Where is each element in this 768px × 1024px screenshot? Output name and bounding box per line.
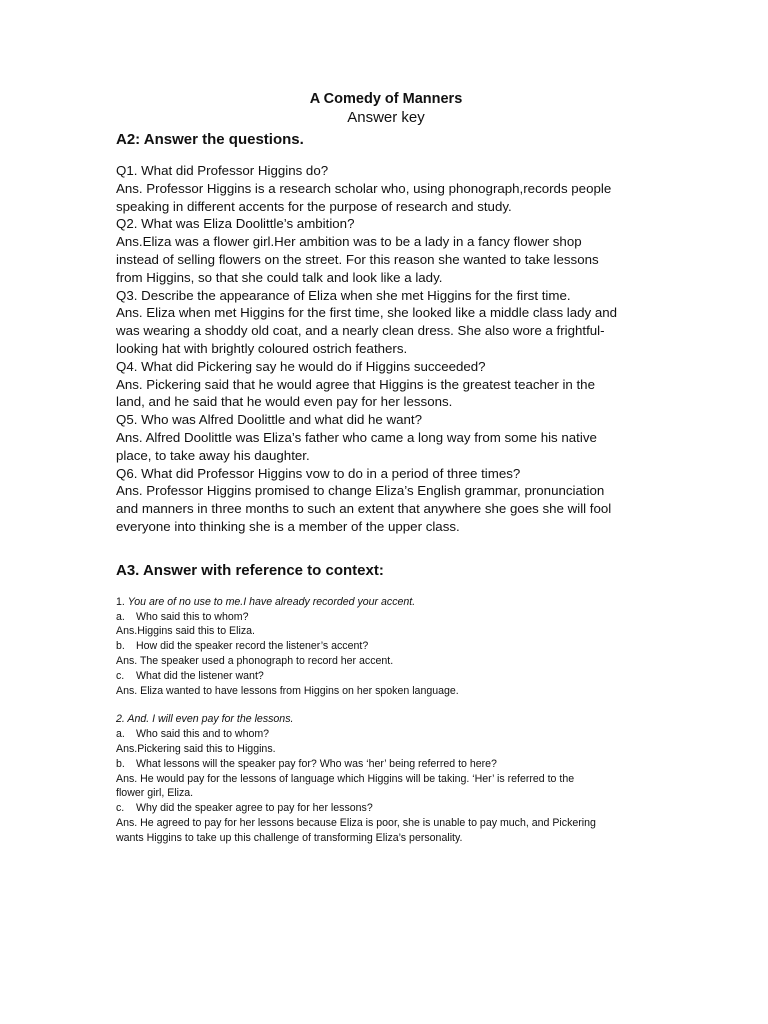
- sub-question-a: [116, 727, 656, 742]
- context-number: 1.: [116, 595, 125, 608]
- a2-line: speaking in different accents for the purpose of research and study.: [116, 198, 512, 214]
- a2-line: land, and he said that he would even pay for her lessons.: [116, 394, 453, 410]
- context-question-1: [116, 595, 656, 699]
- a2-line: Ans. Professor Higgins is a research scholar who, using phonograph,records people: [116, 180, 612, 196]
- a2-line: looking hat with brightly coloured ostrich feathers.: [116, 340, 408, 356]
- sub-answer: Ans. He would pay for the lessons of language which Higgins will be taking. ‘Her’ is referred to the: [116, 772, 575, 785]
- sub-answer-continued: flower girl, Eliza.: [116, 787, 194, 800]
- sub-letter: a.: [116, 610, 125, 623]
- a2-line: Q4. What did Pickering say he would do if Higgins succeeded?: [116, 358, 486, 374]
- a2-line: instead of selling flowers on the street. For this reason she wanted to take lessons: [116, 251, 599, 267]
- context-quote-1: [116, 595, 656, 610]
- document-subtitle: Answer key: [347, 109, 425, 126]
- a2-line: Q2. What was Eliza Doolittle’s ambition?: [116, 216, 355, 232]
- a2-line: was wearing a shoddy old coat, and a nearly clean dress. She also wore a frightful-: [116, 323, 605, 339]
- a2-line: place, to take away his daughter.: [116, 447, 310, 463]
- document-title: A Comedy of Manners: [309, 91, 463, 107]
- sub-answer-continued: wants Higgins to take up this challenge of transforming Eliza’s personality.: [116, 831, 463, 844]
- a2-line: Q3. Describe the appearance of Eliza when she met Higgins for the first time.: [116, 287, 571, 303]
- sub-letter: b.: [116, 757, 125, 770]
- section-a3-heading: A3. Answer with reference to context:: [116, 561, 384, 579]
- a2-line: from Higgins, so that she could talk and look like a lady.: [116, 269, 443, 285]
- a2-line: Ans. Alfred Doolittle was Eliza’s father who came a long way from some his native: [116, 429, 597, 445]
- a2-line: Q6. What did Professor Higgins vow to do in a period of three times?: [116, 465, 521, 481]
- sub-question-text: What did the listener want?: [136, 669, 264, 682]
- sub-question-text: How did the speaker record the listener’s accent?: [136, 640, 369, 653]
- a2-line: Ans.Eliza was a flower girl.Her ambition was to be a lady in a fancy flower shop: [116, 234, 582, 250]
- a2-line: Q1. What did Professor Higgins do?: [116, 163, 329, 178]
- a2-line: everyone into thinking she is a member of the upper class.: [116, 518, 460, 534]
- sub-answer: Ans. The speaker used a phonograph to record her accent.: [116, 654, 394, 667]
- sub-question-b: [116, 757, 656, 772]
- a2-line: Ans. Pickering said that he would agree that Higgins is the greatest teacher in the: [116, 376, 595, 392]
- sub-question-c: [116, 669, 656, 684]
- sub-question-text: What lessons will the speaker pay for? Who was ‘her’ being referred to here?: [136, 757, 497, 770]
- sub-answer: Ans. Eliza wanted to have lessons from Higgins on her spoken language.: [116, 684, 459, 697]
- section-a2-heading: A2: Answer the questions.: [116, 131, 304, 148]
- sub-letter: c.: [116, 669, 125, 682]
- quote-text: You are of no use to me.I have already recorded your accent.: [127, 595, 416, 608]
- sub-letter: b.: [116, 640, 125, 653]
- a2-line: and manners in three months to such an extent that anywhere she goes she will fool: [116, 501, 612, 517]
- sub-answer: Ans. He agreed to pay for her lessons because Eliza is poor, she is unable to pay much, and Pickering: [116, 816, 596, 829]
- context-question-2: [116, 712, 656, 845]
- sub-answer: Ans.Higgins said this to Eliza.: [116, 625, 255, 638]
- sub-question-a: [116, 610, 656, 625]
- a2-questions: [116, 162, 656, 536]
- sub-letter: a.: [116, 728, 125, 741]
- sub-question-c: [116, 801, 656, 816]
- a3-context-questions: [116, 595, 656, 846]
- a2-line: Ans. Professor Higgins promised to change Eliza’s English grammar, pronunciation: [116, 483, 605, 499]
- sub-question-text: Who said this and to whom?: [136, 728, 270, 741]
- a2-line: Ans. Eliza when met Higgins for the first time, she looked like a middle class lady and: [116, 305, 618, 321]
- sub-question-text: Why did the speaker agree to pay for her lessons?: [136, 802, 373, 815]
- sub-question-b: [116, 639, 656, 654]
- sub-answer: Ans.Pickering said this to Higgins.: [116, 742, 276, 755]
- a2-line: Q5. Who was Alfred Doolittle and what did he want?: [116, 412, 422, 428]
- sub-question-text: Who said this to whom?: [136, 610, 249, 623]
- sub-letter: c.: [116, 802, 125, 815]
- context-quote-2: 2. And. I will even pay for the lessons.: [116, 713, 294, 726]
